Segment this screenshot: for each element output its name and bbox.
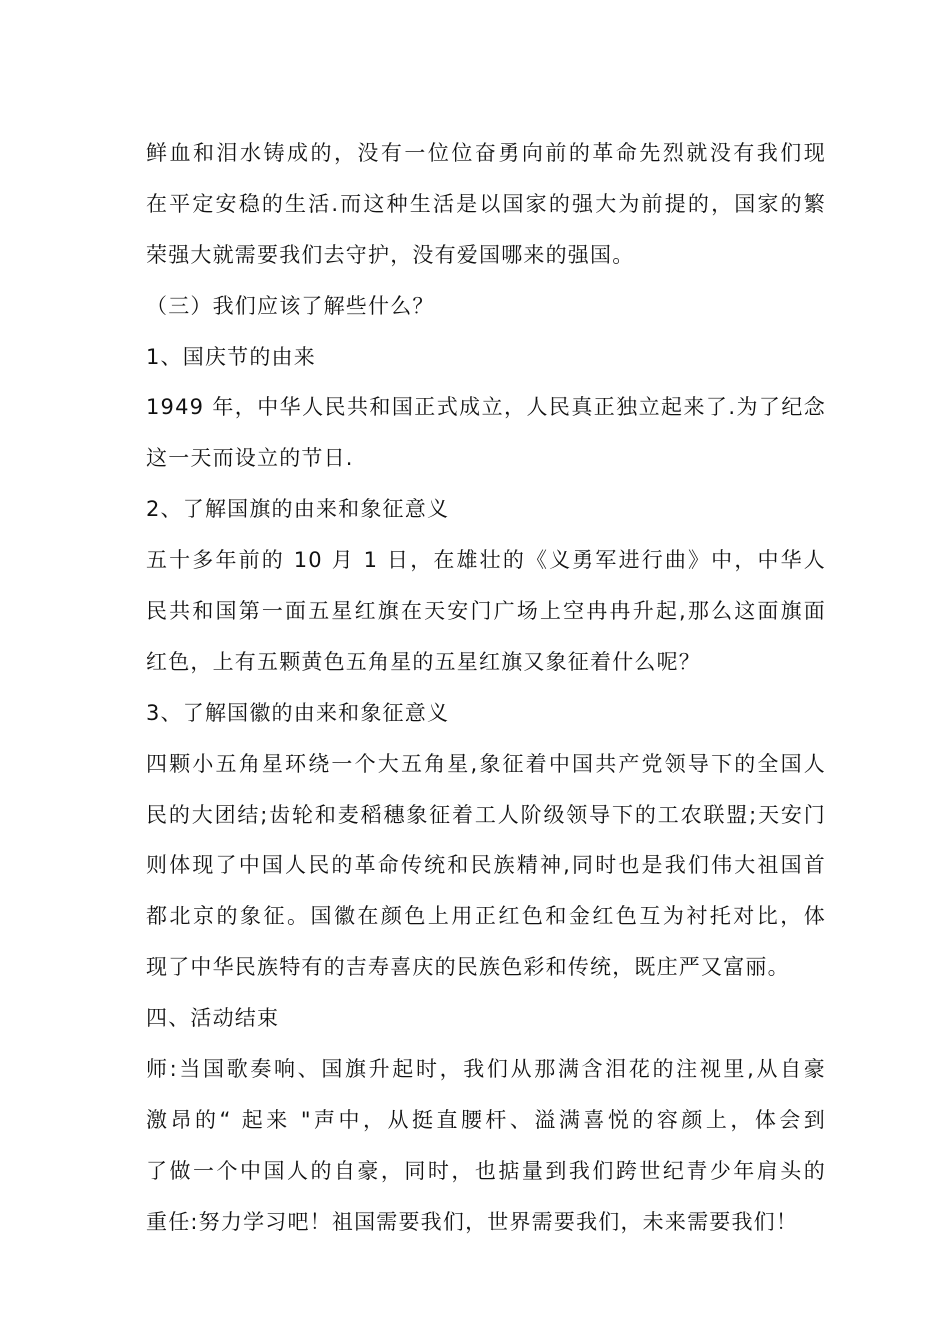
text-line: 荣强大就需要我们去守护，没有爱国哪来的强国。 xyxy=(146,242,635,267)
text-line: 则体现了中国人民的革命传统和民族精神,同时也是我们伟大祖国首 xyxy=(146,853,826,878)
document-body xyxy=(146,128,826,1248)
text-line: 民的大团结;齿轮和麦稻穗象征着工人阶级领导下的工农联盟;天安门 xyxy=(146,802,826,827)
text-line: 鲜血和泪水铸成的，没有一位位奋勇向前的革命先烈就没有我们现 xyxy=(146,141,826,165)
text-line: 这一天而设立的节日. xyxy=(146,446,354,471)
text-line: 五十多年前的 10 月 1 日，在雄壮的《义勇军进行曲》中，中华人 xyxy=(146,548,826,573)
text-line: 现了中华民族特有的吉寿喜庆的民族色彩和传统，既庄严又富丽。 xyxy=(146,955,790,980)
text-line: 民共和国第一面五星红旗在天安门广场上空冉冉升起,那么这面旗面 xyxy=(146,599,826,624)
text-line: 了做一个中国人的自豪，同时，也掂量到我们跨世纪青少年肩头的 xyxy=(146,1158,826,1183)
text-line: 激昂的“ 起来 "声中，从挺直腰杆、溢满喜悦的容颜上，体会到 xyxy=(146,1107,826,1132)
section-heading: （三）我们应该了解些什么？ xyxy=(146,293,435,318)
item-heading: 3、了解国徽的由来和象征意义 xyxy=(146,700,450,725)
item-heading: 2、了解国旗的由来和象征意义 xyxy=(146,497,450,522)
text-line: 师:当国歌奏响、国旗升起时，我们从那满含泪花的注视里,从自豪 xyxy=(146,1057,826,1082)
text-line: 四颗小五角星环绕一个大五角星,象征着中国共产党领导下的全国人 xyxy=(146,751,826,776)
section-heading: 四、活动结束 xyxy=(146,1006,280,1031)
text-line: 在平定安稳的生活.而这种生活是以国家的强大为前提的，国家的繁 xyxy=(146,191,826,216)
item-heading: 1、国庆节的由来 xyxy=(146,344,316,369)
text-line: 都北京的象征。国徽在颜色上用正红色和金红色互为衬托对比，体 xyxy=(146,904,826,929)
text-line: 重任:努力学习吧！祖国需要我们，世界需要我们，未来需要我们！ xyxy=(146,1209,799,1234)
text-line: 红色，上有五颗黄色五角星的五星红旗又象征着什么呢？ xyxy=(146,649,701,674)
text-line: 1949 年，中华人民共和国正式成立，人民真正独立起来了.为了纪念 xyxy=(146,395,826,420)
